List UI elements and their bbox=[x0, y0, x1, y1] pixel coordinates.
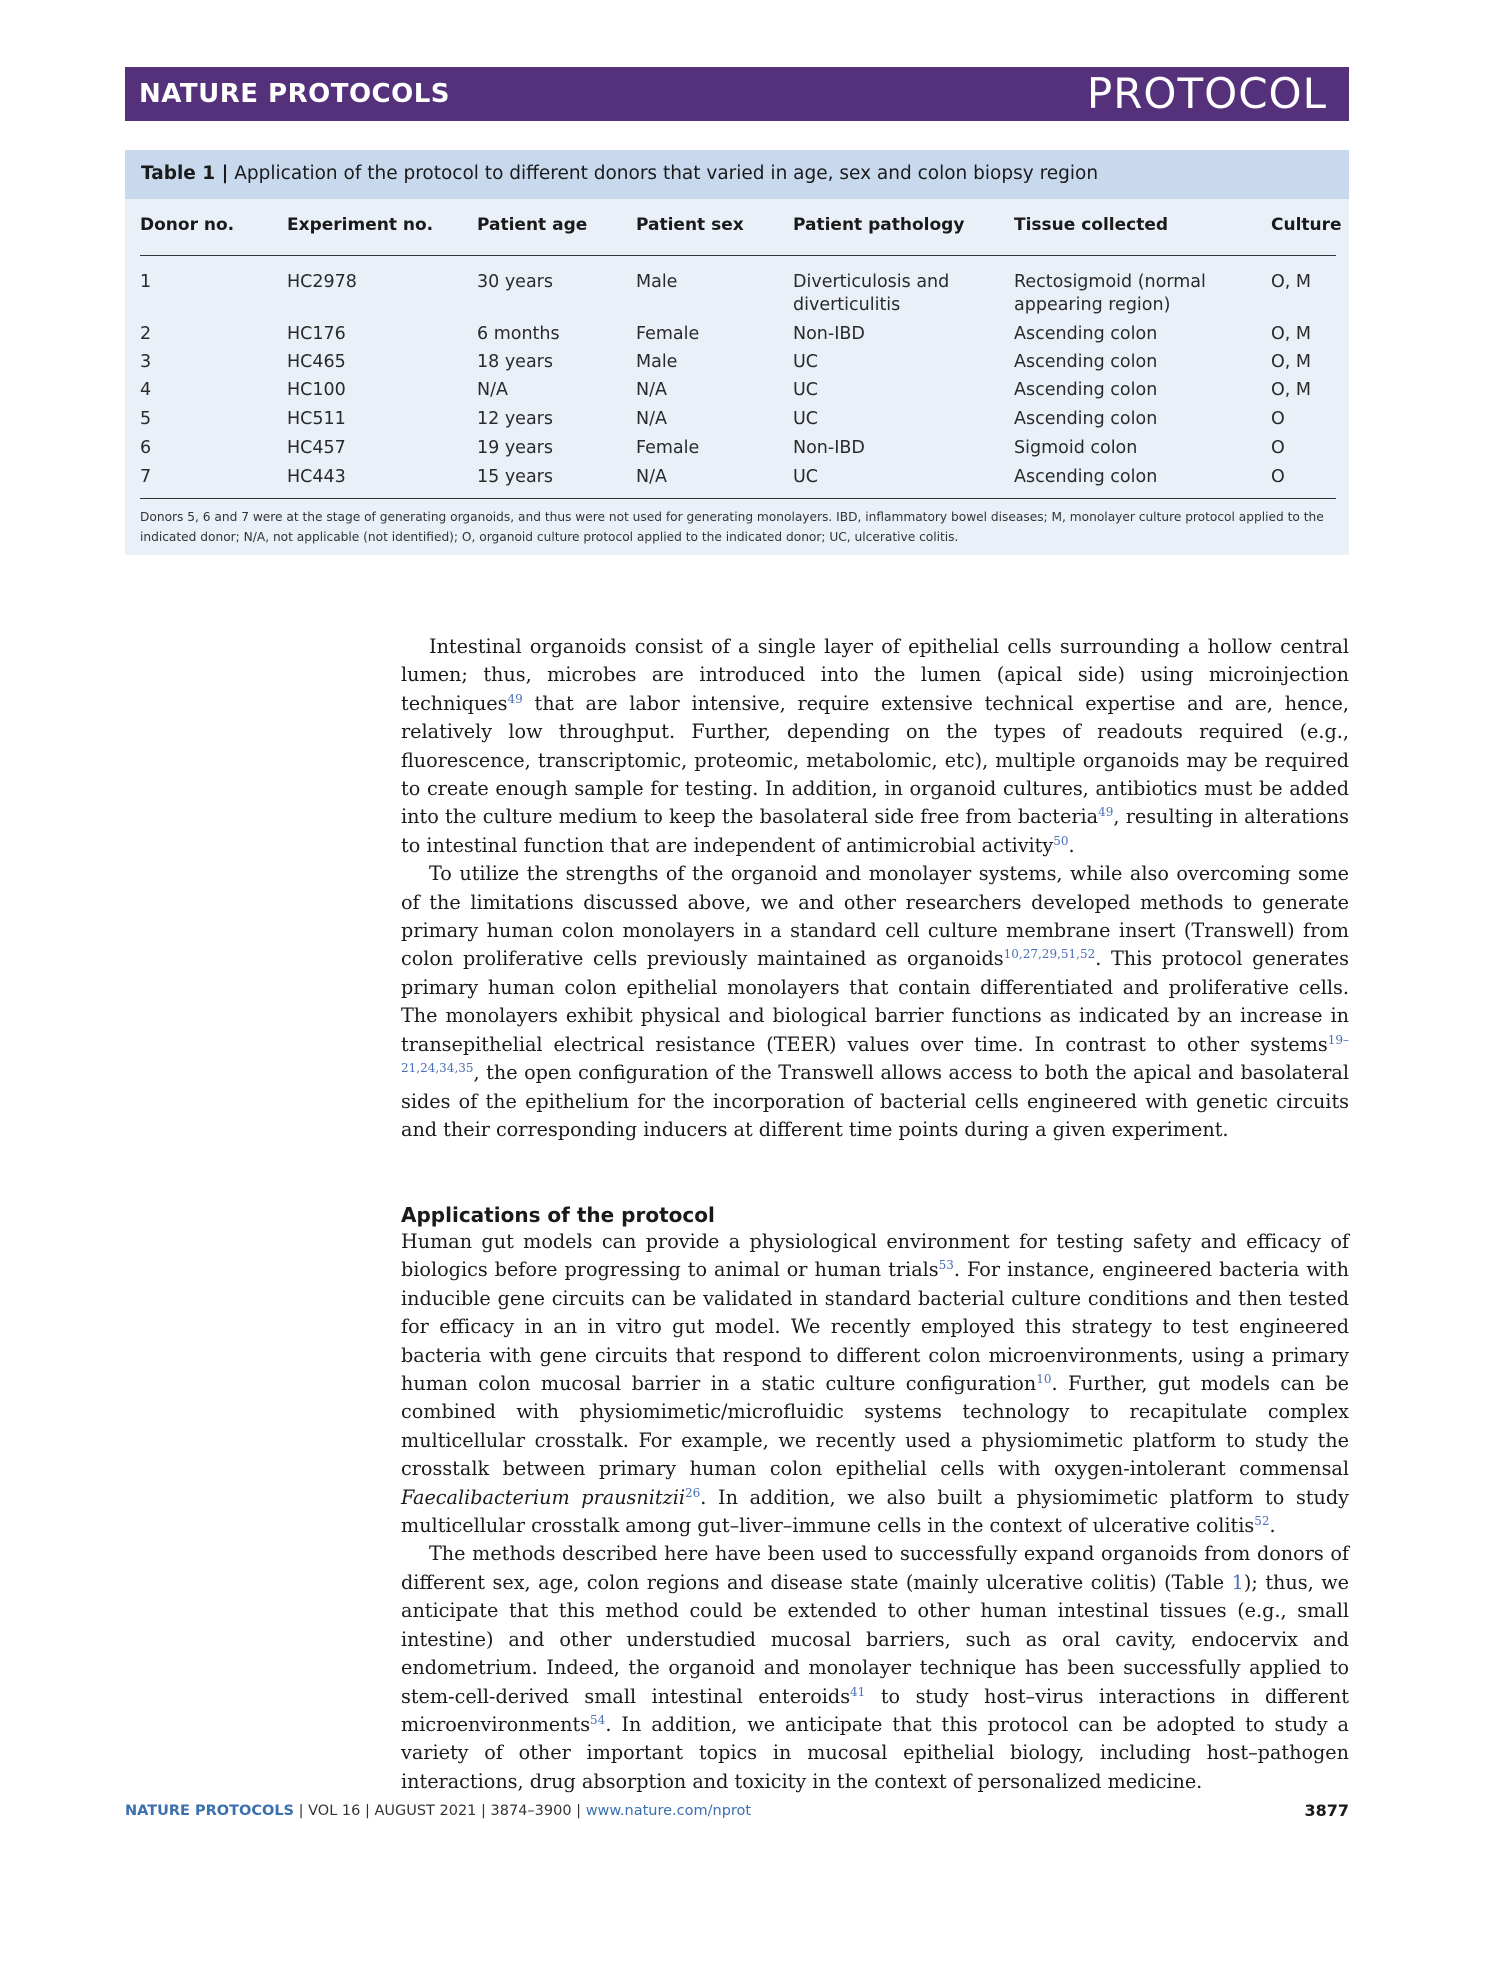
cell-pathology: Diverticulosis and bbox=[793, 272, 950, 292]
cell-pathology: UC bbox=[793, 409, 819, 429]
separator: | bbox=[476, 1803, 491, 1819]
footer-url-link[interactable]: www.nature.com/nprot bbox=[585, 1803, 752, 1819]
cell-culture: O bbox=[1271, 409, 1285, 429]
text-run: Human gut models can provide a physiological environment for testing safety and efficacy of biologics before progressing to animal or human trials bbox=[401, 1230, 1349, 1282]
cell-sex: N/A bbox=[636, 380, 667, 400]
col-header-tissue: Tissue collected bbox=[1014, 215, 1169, 235]
citation[interactable]: 49 bbox=[1098, 805, 1114, 820]
footer-volume: VOL 16 bbox=[308, 1803, 361, 1819]
paragraph-4 bbox=[401, 1540, 1349, 1796]
cell-sex: Female bbox=[636, 324, 700, 344]
footer-date: AUGUST 2021 bbox=[374, 1803, 477, 1819]
cell-experiment: HC457 bbox=[287, 438, 346, 458]
cell-pathology: UC bbox=[793, 380, 819, 400]
cell-sex: Male bbox=[636, 272, 678, 292]
cell-experiment: HC443 bbox=[287, 467, 346, 487]
cell-age: 15 years bbox=[477, 467, 553, 487]
cell-age: 19 years bbox=[477, 438, 553, 458]
cell-sex: N/A bbox=[636, 467, 667, 487]
paragraph-3 bbox=[401, 1228, 1349, 1540]
text-run: , the open configuration of the Transwell allows access to both the apical and basolateral sides of the epithelium for the incorporation of bacterial cells engineered with genetic circuits and their corresponding inducers at different time points during a given experiment. bbox=[401, 1061, 1349, 1141]
footer-pages: 3874–3900 bbox=[490, 1803, 572, 1819]
paragraph-1 bbox=[401, 633, 1349, 860]
table-title: Application of the protocol to different donors that varied in age, sex and colon biopsy region bbox=[234, 163, 1099, 184]
cell-experiment: HC465 bbox=[287, 352, 346, 372]
text-run: The methods described here have been used to successfully expand organoids from donors of different sex, age, colon regions and disease state (mainly ulcerative colitis) (Table bbox=[401, 1542, 1349, 1594]
cell-culture: O, M bbox=[1271, 352, 1311, 372]
cell-culture: O bbox=[1271, 438, 1285, 458]
col-header-donor: Donor no. bbox=[140, 215, 235, 235]
text-run: . In addition, we anticipate that this protocol can be adopted to study a variety of other important topics in mucosal epithelial biology, including host–pathogen interactions, drug absorption and toxicity in the context of personalized medicine. bbox=[401, 1712, 1349, 1793]
cell-tissue: Ascending colon bbox=[1014, 324, 1158, 344]
text-run: ); thus, we anticipate that this method could be extended to other human intestinal tissues (e.g., small intestine) and other understudied mucosal barriers, such as oral cavity, endocervix and endometrium. Indeed, the organoid and monolayer technique has been successfully applied to stem-cell-derived small intestinal enteroids bbox=[401, 1570, 1349, 1708]
cell-pathology: UC bbox=[793, 467, 819, 487]
col-header-experiment: Experiment no. bbox=[287, 215, 434, 235]
table-caption bbox=[125, 150, 1349, 199]
cell-tissue: Ascending colon bbox=[1014, 467, 1158, 487]
cell-donor: 2 bbox=[140, 324, 152, 344]
text-run: . bbox=[1068, 833, 1075, 857]
citation[interactable]: 41 bbox=[850, 1684, 866, 1699]
citation[interactable]: 50 bbox=[1053, 833, 1069, 848]
cell-sex: Female bbox=[636, 438, 700, 458]
citation[interactable]: 52 bbox=[1254, 1514, 1270, 1529]
text-run: To utilize the strengths of the organoid and monolayer systems, while also overcoming some of the limitations discussed above, we and other researchers developed methods to generate primary human colon monolayers in a standard cell culture membrane insert (Transwell) from colon proliferative cells previously maintained as organoids bbox=[401, 862, 1349, 971]
page-number: 3877 bbox=[1304, 1801, 1349, 1820]
cell-pathology-cont: diverticulitis bbox=[793, 295, 901, 315]
cell-tissue: Ascending colon bbox=[1014, 380, 1158, 400]
journal-name: NATURE PROTOCOLS bbox=[139, 79, 451, 109]
citation[interactable]: 19–21,24,34,35 bbox=[401, 1032, 1349, 1076]
body-section-2 bbox=[401, 1228, 1349, 1796]
cell-tissue: Ascending colon bbox=[1014, 352, 1158, 372]
cell-tissue-cont: appearing region) bbox=[1014, 295, 1171, 315]
cell-culture: O, M bbox=[1271, 324, 1311, 344]
article-type: PROTOCOL bbox=[1086, 69, 1327, 118]
text-run: . In addition, we also built a physiomimetic platform to study multicellular crosstalk among gut–liver–immune cells in the context of ulcerative colitis bbox=[401, 1485, 1349, 1538]
citation[interactable]: 10,27,29,51,52 bbox=[1003, 947, 1096, 962]
table-label: Table 1 | bbox=[141, 163, 229, 184]
citation[interactable]: 53 bbox=[938, 1258, 954, 1273]
body-section-1 bbox=[401, 633, 1349, 1144]
table-header-rule bbox=[140, 255, 1336, 256]
cell-donor: 7 bbox=[140, 467, 152, 487]
cell-donor: 1 bbox=[140, 272, 152, 292]
col-header-sex: Patient sex bbox=[636, 215, 744, 235]
cell-sex: Male bbox=[636, 352, 678, 372]
cell-age: 6 months bbox=[477, 324, 560, 344]
cell-experiment: HC100 bbox=[287, 380, 346, 400]
table-reference-link[interactable]: 1 bbox=[1231, 1570, 1244, 1594]
citation[interactable]: 26 bbox=[685, 1485, 701, 1500]
cell-culture: O, M bbox=[1271, 380, 1311, 400]
text-run: . For instance, engineered bacteria with inducible gene circuits can be validated in standard bacterial culture conditions and then tested for efficacy in an in vitro gut model. We recently employed this strategy to test engineered bacteria with gene circuits that respond to different colon microenvironments, using a primary human colon mucosal barrier in a static culture configuration bbox=[401, 1258, 1349, 1396]
cell-experiment: HC2978 bbox=[287, 272, 357, 292]
table-bottom-rule bbox=[140, 498, 1336, 499]
col-header-pathology: Patient pathology bbox=[793, 215, 965, 235]
page-footer bbox=[125, 1803, 751, 1819]
paragraph-2 bbox=[401, 860, 1349, 1144]
cell-age: 12 years bbox=[477, 409, 553, 429]
text-run: . Further, gut models can be combined with physiomimetic/microfluidic systems technology to recapitulate complex multicellular crosstalk. For example, we recently used a physiomimetic platform to study the crosstalk between primary human colon epithelial cells with oxygen-intolerant commensal bbox=[401, 1372, 1349, 1481]
cell-experiment: HC176 bbox=[287, 324, 346, 344]
journal-banner bbox=[125, 67, 1349, 121]
cell-tissue: Rectosigmoid (normal bbox=[1014, 272, 1206, 292]
table-footnote: Donors 5, 6 and 7 were at the stage of generating organoids, and thus were not used for generating monolayers. IBD, inflammatory bowel diseases; M, monolayer culture protocol applied to the indicated donor; N/A, not applicable (not identified); O, organoid culture protocol applied to the indicated donor; UC, ulcerative colitis. bbox=[140, 510, 1324, 544]
text-run: , resulting in alterations to intestinal function that are independent of antimicrobial activity bbox=[401, 805, 1349, 857]
text-run: that are labor intensive, require extensive technical expertise and are, hence, relatively low throughput. Further, depending on the types of readouts required (e.g., fluorescence, transcriptomic, proteomic, metabolomic, etc), multiple organoids may be required to create enough sample for testing. In addition, in organoid cultures, antibiotics must be added into the culture medium to keep the basolateral side free from bacteria bbox=[401, 691, 1349, 829]
cell-pathology: Non-IBD bbox=[793, 324, 865, 344]
cell-age: 30 years bbox=[477, 272, 553, 292]
separator: | bbox=[360, 1803, 375, 1819]
cell-donor: 6 bbox=[140, 438, 152, 458]
text-run: Intestinal organoids consist of a single layer of epithelial cells surrounding a hollow central lumen; thus, microbes are introduced into the lumen (apical side) using microinjection techniques bbox=[401, 635, 1349, 715]
cell-culture: O, M bbox=[1271, 272, 1311, 292]
cell-culture: O bbox=[1271, 467, 1285, 487]
col-header-age: Patient age bbox=[477, 215, 588, 235]
col-header-culture: Culture bbox=[1271, 215, 1342, 235]
cell-donor: 4 bbox=[140, 380, 152, 400]
cell-donor: 5 bbox=[140, 409, 152, 429]
separator: | bbox=[571, 1803, 586, 1819]
cell-pathology: UC bbox=[793, 352, 819, 372]
cell-donor: 3 bbox=[140, 352, 152, 372]
text-run: . bbox=[1269, 1514, 1276, 1538]
species-name: Faecalibacterium prausnitzii bbox=[401, 1485, 685, 1509]
text-run: to study host–virus interactions in different microenvironments bbox=[401, 1684, 1349, 1736]
text-run: . This protocol generates primary human colon epithelial monolayers that contain differentiated and proliferative cells. The monolayers exhibit physical and biological barrier functions as indicated by an increase in transepithelial electrical resistance (TEER) values over time. In contrast to other systems bbox=[401, 947, 1349, 1056]
cell-tissue: Sigmoid colon bbox=[1014, 438, 1138, 458]
footer-journal: NATURE PROTOCOLS bbox=[125, 1803, 295, 1819]
section-heading: Applications of the protocol bbox=[401, 1203, 715, 1227]
citation[interactable]: 10 bbox=[1036, 1372, 1052, 1387]
citation[interactable]: 54 bbox=[590, 1712, 606, 1727]
cell-tissue: Ascending colon bbox=[1014, 409, 1158, 429]
cell-experiment: HC511 bbox=[287, 409, 346, 429]
cell-age: 18 years bbox=[477, 352, 553, 372]
cell-pathology: Non-IBD bbox=[793, 438, 865, 458]
separator: | bbox=[294, 1803, 309, 1819]
cell-age: N/A bbox=[477, 380, 508, 400]
cell-sex: N/A bbox=[636, 409, 667, 429]
citation[interactable]: 49 bbox=[507, 691, 523, 706]
